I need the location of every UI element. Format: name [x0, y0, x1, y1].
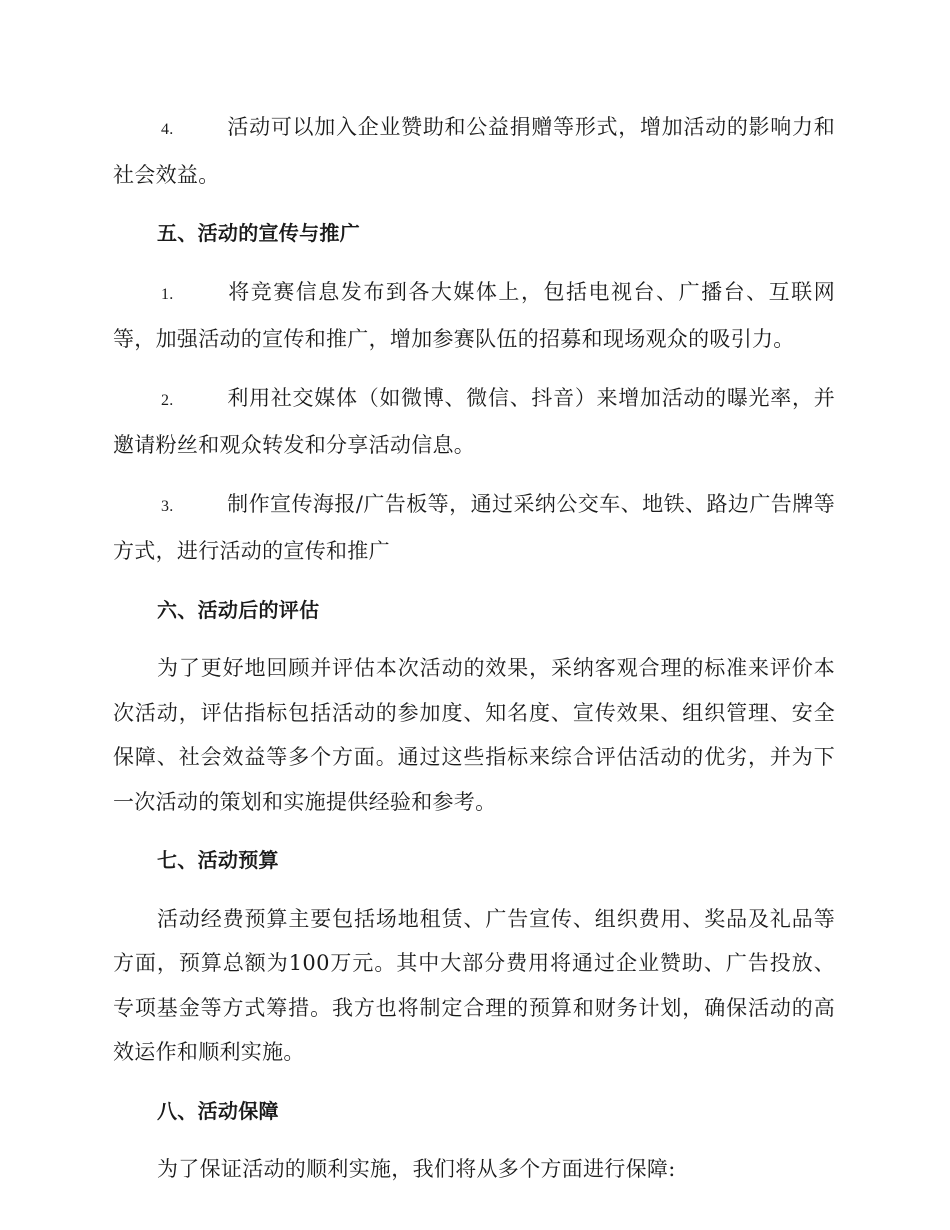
paragraph-evaluation: 为了更好地回顾并评估本次活动的效果，采纳客观合理的标准来评价本次活动，评估指标包括活动的参加度、知名度、宣传效果、组织管理、安全保障、社会效益等多个方面。通过这些指标来综合评估活动的优劣，并为下一次活动的策划和实施提供经验和参考。 [113, 656, 835, 814]
list-item-posters [113, 482, 835, 574]
section-heading-promotion: 五、活动的宣传与推广 [157, 221, 360, 245]
section-heading-budget: 七、活动预算 [157, 848, 279, 872]
list-item-media [113, 270, 835, 362]
list-number: 1. [161, 285, 174, 303]
list-item-social-media [113, 376, 835, 468]
document-body [113, 105, 835, 1206]
list-number: 3. [161, 497, 174, 515]
list-text: 制作宣传海报/广告板等，通过采纳公交车、地铁、路边广告牌等方式，进行活动的宣传和推广 [113, 491, 835, 563]
paragraph-budget: 活动经费预算主要包括场地租赁、广告宣传、组织费用、奖品及礼品等方面，预算总额为100万元。其中大部分费用将通过企业赞助、广告投放、专项基金等方式筹措。我方也将制定合理的预算和财务计划，确保活动的高效运作和顺利实施。 [113, 906, 835, 1064]
list-number: 2. [161, 391, 174, 409]
paragraph-guarantee: 为了保证活动的顺利实施，我们将从多个方面进行保障: [157, 1157, 676, 1181]
list-text: 利用社交媒体（如微博、微信、抖音）来增加活动的曝光率，并邀请粉丝和观众转发和分享活动信息。 [113, 385, 835, 457]
list-text: 将竞赛信息发布到各大媒体上，包括电视台、广播台、互联网等，加强活动的宣传和推广，增加参赛队伍的招募和现场观众的吸引力。 [113, 279, 835, 351]
section-heading-evaluation: 六、活动后的评估 [157, 597, 320, 622]
list-item-sponsorship [113, 105, 835, 197]
list-text: 活动可以加入企业赞助和公益捐赠等形式，增加活动的影响力和社会效益。 [113, 115, 835, 187]
list-number: 4. [161, 121, 174, 138]
section-heading-guarantee: 八、活动保障 [157, 1098, 279, 1123]
